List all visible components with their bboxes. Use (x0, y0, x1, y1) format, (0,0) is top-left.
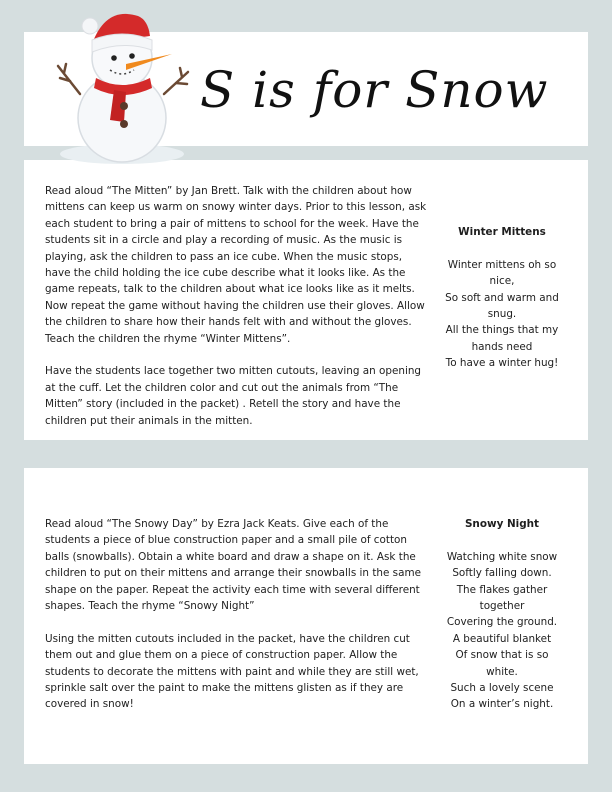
paragraph: Have the students lace together two mitten cutouts, leaving an opening at the cuff. Let the children color and cut out the animals from “The Mitten” story (included in the packet) . Retell the story and have the children put their animals in the mitten. (45, 365, 422, 427)
poem-line: So soft and warm and (445, 291, 559, 304)
poem-line: white. (486, 665, 518, 678)
poem-line: together (479, 600, 525, 613)
poem-line: Covering the ground. (446, 616, 558, 629)
poem-line: All the things that my (445, 324, 559, 337)
poem-line: Of snow that is so (455, 649, 549, 662)
lesson-text-mittens (45, 183, 429, 429)
poem-line: Softly falling down. (452, 567, 552, 580)
poem-line: nice, (489, 275, 515, 288)
poem-line: Such a lovely scene (450, 682, 554, 695)
poem-title: Snowy Night (464, 518, 540, 530)
snowman-icon (52, 6, 202, 166)
poem-line: A beautiful blanket (452, 632, 552, 645)
poem-line: hands need (471, 340, 533, 353)
paragraph: Read aloud “The Snowy Day” by Ezra Jack Keats. Give each of the students a piece of blue construction paper and a small pile of cotton balls (snowballs). Obtain a white board and draw a shape on it. Ask the children to put on their mittens and arrange their snowballs in the same shape on the paper. Repeat the activity each time with several different shapes. Teach the rhyme “Snowy Night” (45, 518, 421, 613)
poem-line: Watching white snow (446, 550, 558, 563)
paragraph: Read aloud “The Mitten” by Jan Brett. Talk with the children about how mittens can keep us warm on snowy winter days. Prior to this lesson, ask each student to bring a pair of mittens to school for the week. Have the students sit in a circle and play a recording of music. As the music is playing, ask the children to pass an ice cube. When the music stops, have the child holding the ice cube describe what it looks like. As the game repeats, talk to the children about what ice looks like as it melts. Now repeat the game without having the children use their gloves. Allow the children to share how their hands felt with and without the gloves. Teach the children the rhyme “Winter Mittens”. (45, 185, 427, 345)
poem-title: Winter Mittens (458, 226, 546, 238)
poem-line: On a winter’s night. (450, 698, 554, 711)
poem-line: snug. (487, 308, 517, 321)
poem-line: The flakes gather (456, 583, 548, 596)
page-title: S is for Snow (200, 61, 549, 119)
poem-line: To have a winter hug! (445, 357, 559, 370)
poem-snowy-night (440, 516, 564, 713)
paragraph: Using the mitten cutouts included in the packet, have the children cut them out and glue them on a piece of construction paper. Allow the students to decorate the mittens with paint and while they are still wet, sprinkle salt over the paint to make the mittens glisten as if they are covered in snow! (45, 632, 419, 711)
poem-line: Winter mittens oh so (447, 258, 557, 271)
lesson-text-snowy-day (45, 516, 429, 713)
poem-winter-mittens (440, 224, 564, 372)
